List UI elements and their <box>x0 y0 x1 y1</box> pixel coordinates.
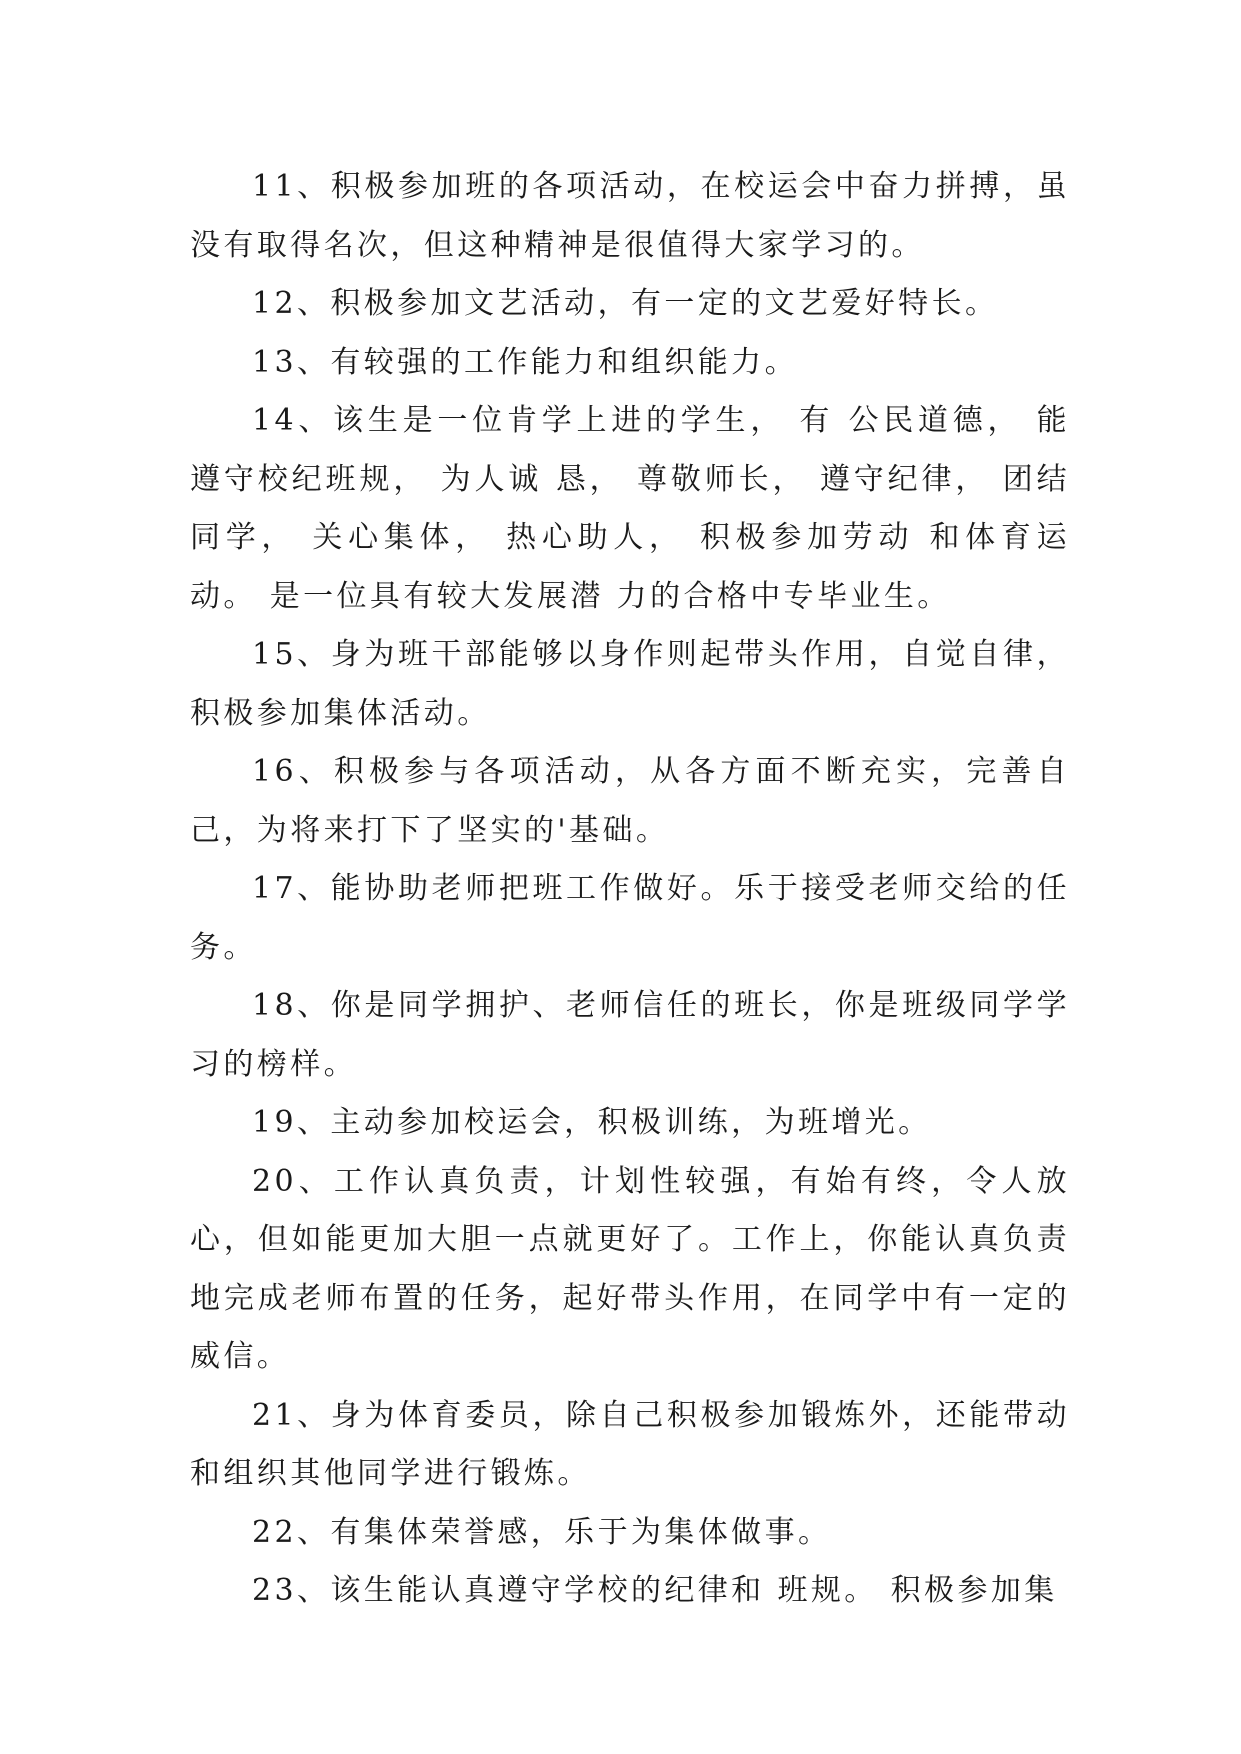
comment-paragraph-23: 23、该生能认真遵守学校的纪律和 班规。 积极参加集 <box>252 1573 1058 1608</box>
comment-paragraph-15: 15、身为班干部能够以身作则起带头作用，自觉自律，积极参加集体活动。 <box>190 637 1070 731</box>
comment-paragraph-12: 12、积极参加文艺活动，有一定的文艺爱好特长。 <box>252 286 999 321</box>
document-body <box>190 158 1070 1621</box>
comment-paragraph-19: 19、主动参加校运会，积极训练，为班增光。 <box>252 1105 932 1140</box>
comment-paragraph-20: 20、工作认真负责，计划性较强，有始有终，令人放心，但如能更加大胆一点就更好了。工作上，你能认真负责地完成老师布置的任务，起好带头作用，在同学中有一定的威信。 <box>190 1163 1070 1374</box>
comment-paragraph-13: 13、有较强的工作能力和组织能力。 <box>252 344 798 380</box>
comment-paragraph-11: 11、积极参加班的各项活动，在校运会中奋力拼搏，虽没有取得名次，但这种精神是很值得大家学习的。 <box>190 169 1070 263</box>
comment-paragraph-16: 16、积极参与各项活动，从各方面不断充实，完善自己，为将来打下了坚实的'基础。 <box>190 754 1070 848</box>
comment-paragraph-22: 22、有集体荣誉感，乐于为集体做事。 <box>252 1514 832 1550</box>
comment-paragraph-18: 18、你是同学拥护、老师信任的班长，你是班级同学学习的榜样。 <box>190 988 1070 1082</box>
comment-paragraph-14: 14、该生是一位肯学上进的学生， 有 公民道德， 能遵守校纪班规， 为人诚 恳， 尊敬师长， 遵守纪律， 团结同学， 关心集体， 热心助人， 积极参加劳动 和体育运动。 是一位具有较大发展潜 力的合格中专毕业生。 <box>190 403 1070 614</box>
comment-paragraph-21: 21、身为体育委员，除自己积极参加锻炼外，还能带动和组织其他同学进行锻炼。 <box>190 1397 1070 1491</box>
comment-paragraph-17: 17、能协助老师把班工作做好。乐于接受老师交给的任务。 <box>190 871 1070 965</box>
